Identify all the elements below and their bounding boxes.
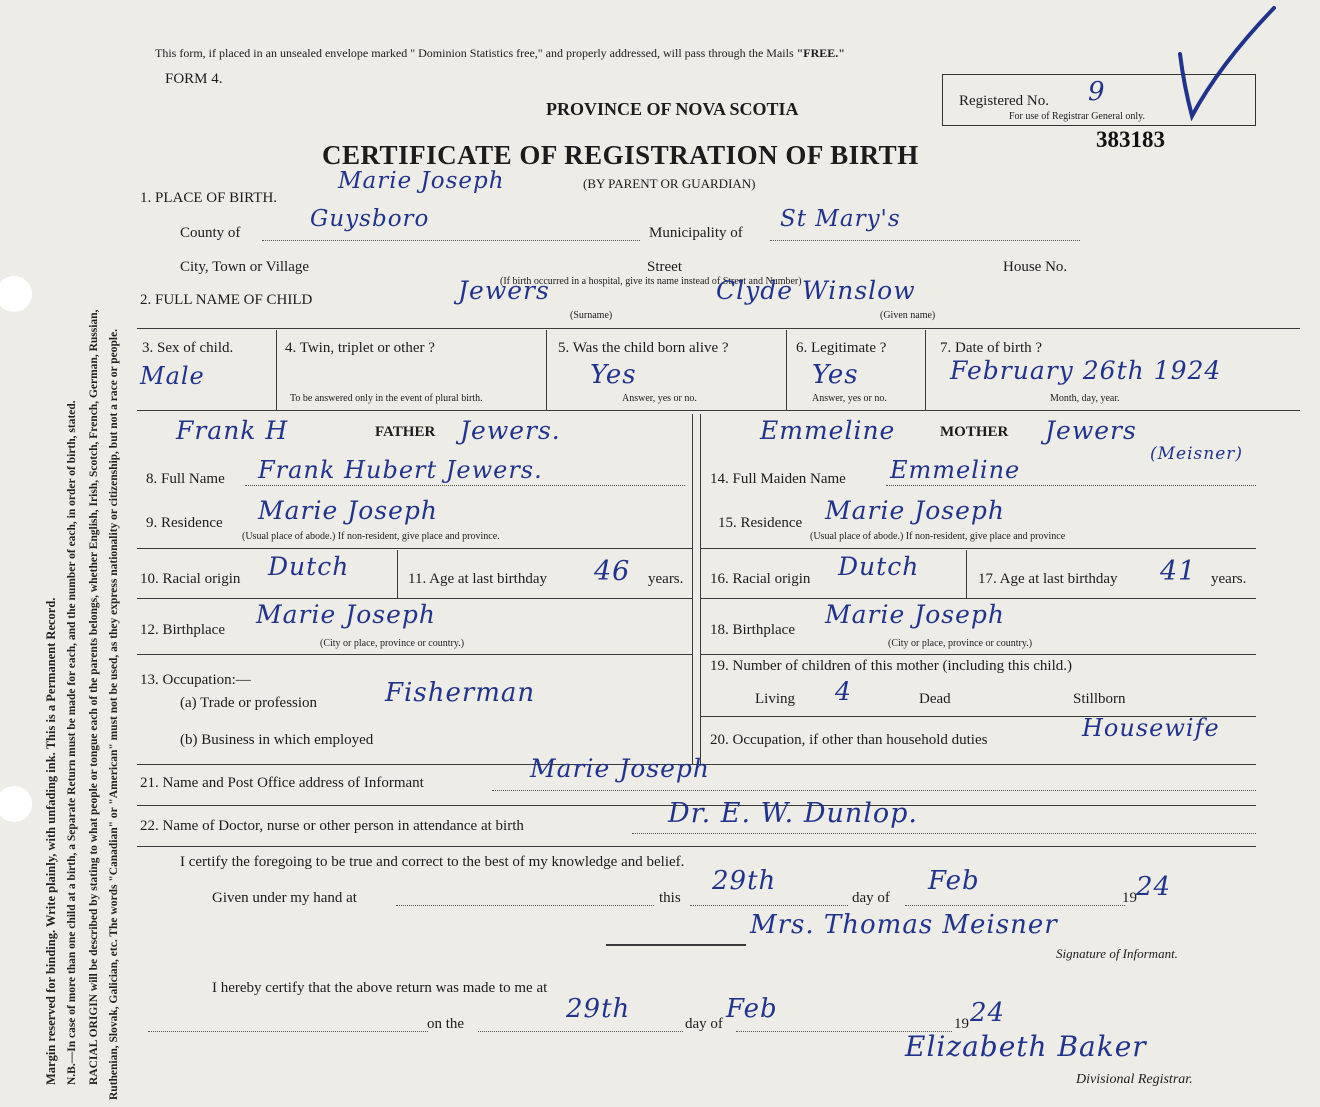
registrar-day-of-label: day of (685, 1016, 723, 1032)
dob-value: February 26th 1924 (950, 356, 1222, 385)
mother-age-value: 41 (1160, 556, 1197, 587)
county-value: Guysboro (310, 206, 430, 232)
born-alive-label: 5. Was the child born alive ? (558, 340, 729, 356)
legitimate-label: 6. Legitimate ? (796, 340, 887, 356)
born-alive-value: Yes (590, 360, 637, 390)
child-given-name: Clyde Winslow (716, 276, 916, 305)
registrar-day-value: 29th (566, 994, 631, 1024)
certify-year-value: 24 (1136, 872, 1172, 902)
informant-label: 21. Name and Post Office address of Informant (140, 775, 424, 791)
margin-racial-note: RACIAL ORIGIN will be described by stating to what people or tongue each of the parents belongs, whether English, Irish, Scotch, French, German, Russian, (88, 309, 100, 1085)
father-residence-label: 9. Residence (146, 515, 223, 531)
mail-notice: This form, if placed in an unsealed envelope marked " Dominion Statistics free," and properly addressed, will pass through the Mails "FREE." (155, 46, 845, 60)
registrar-on-the-label: on the (427, 1016, 465, 1032)
father-residence-note: (Usual place of abode.) If non-resident, give place and province. (242, 531, 500, 542)
father-heading-name: Frank H (176, 416, 289, 445)
sex-label: 3. Sex of child. (142, 340, 234, 356)
house-label: House No. (1003, 259, 1068, 275)
mother-racial-label: 16. Racial origin (710, 571, 811, 587)
given-name-note: (Given name) (880, 310, 936, 321)
living-label: Living (755, 691, 795, 707)
father-racial-label: 10. Racial origin (140, 571, 241, 587)
this-label: this (659, 890, 681, 906)
registrar-signature-label: Divisional Registrar. (1076, 1072, 1193, 1087)
mother-heading-surname: Jewers (1045, 416, 1137, 445)
mother-birthplace-note: (City or place, province or country.) (888, 638, 1033, 649)
mother-age-label: 17. Age at last birthday (978, 571, 1118, 587)
municipality-label: Municipality of (649, 225, 743, 241)
child-surname: Jewers (458, 276, 550, 305)
informant-signature: Mrs. Thomas Meisner (750, 910, 1058, 940)
mother-racial-value: Dutch (838, 552, 920, 581)
registrar-note: For use of Registrar General only. (1009, 111, 1145, 122)
certify-month-value: Feb (928, 866, 980, 896)
binding-hole (0, 276, 32, 312)
mother-years-label: years. (1211, 571, 1247, 587)
mother-name-label: 14. Full Maiden Name (710, 471, 846, 487)
registrar-year-prefix: 19 (954, 1016, 969, 1032)
registrar-month-value: Feb (726, 994, 778, 1024)
mother-occupation-label: 20. Occupation, if other than household duties (710, 732, 988, 748)
by-parent-note: (BY PARENT OR GUARDIAN) (583, 176, 756, 191)
father-name-value: Frank Hubert Jewers. (258, 456, 543, 484)
county-label: County of (180, 225, 241, 241)
province-heading: PROVINCE OF NOVA SCOTIA (546, 99, 799, 119)
twin-label: 4. Twin, triplet or other ? (285, 340, 435, 356)
father-name-label: 8. Full Name (146, 471, 225, 487)
legitimate-value: Yes (812, 360, 859, 390)
father-birthplace-note: (City or place, province or country.) (320, 638, 465, 649)
dob-label: 7. Date of birth ? (940, 340, 1043, 356)
margin-plural-note: N.B.—In case of more than one child at a birth, a Separate Return must be made for each, and the number of each, in order of birth, stated. (66, 400, 78, 1085)
dob-note: Month, day, year. (1050, 393, 1120, 404)
certify-year-prefix: 19 (1122, 890, 1137, 906)
mother-residence-label: 15. Residence (718, 515, 803, 531)
page-title: CERTIFICATE OF REGISTRATION OF BIRTH (322, 140, 919, 170)
mother-heading-name: Emmeline (760, 416, 896, 445)
informant-signature-label: Signature of Informant. (1056, 946, 1178, 961)
dead-label: Dead (919, 691, 951, 707)
informant-value: Marie Joseph (530, 754, 710, 783)
registered-number: 9 (1088, 77, 1106, 107)
mother-heading: MOTHER (940, 424, 1009, 440)
doctor-value: Dr. E. W. Dunlop. (668, 798, 919, 829)
trade-label: (a) Trade or profession (180, 695, 318, 711)
doctor-label: 22. Name of Doctor, nurse or other person in attendance at birth (140, 818, 524, 834)
certify-day-of-label: day of (852, 890, 890, 906)
stillborn-label: Stillborn (1073, 691, 1126, 707)
father-age-label: 11. Age at last birthday (408, 571, 547, 587)
mother-name-value: Emmeline (890, 456, 1021, 484)
father-birthplace-label: 12. Birthplace (140, 622, 225, 638)
father-birthplace-value: Marie Joseph (256, 600, 436, 629)
registrar-year-value: 24 (970, 998, 1006, 1028)
stamp-number: 383183 (1096, 127, 1165, 152)
place-of-birth-value: Marie Joseph (338, 168, 505, 194)
sex-value: Male (140, 362, 205, 390)
father-years-label: years. (648, 571, 684, 587)
living-value: 4 (835, 677, 852, 706)
certify-day-value: 29th (712, 866, 777, 896)
legitimate-note: Answer, yes or no. (812, 393, 887, 404)
mother-occupation-value: Housewife (1082, 714, 1220, 742)
binding-hole (0, 786, 32, 822)
father-age-value: 46 (594, 556, 631, 587)
mother-residence-note: (Usual place of abode.) If non-resident, give place and province (810, 531, 1066, 542)
surname-note: (Surname) (570, 310, 613, 321)
twin-note: To be answered only in the event of plural birth. (290, 393, 483, 404)
child-name-label: 2. FULL NAME OF CHILD (140, 292, 313, 308)
born-alive-note: Answer, yes or no. (622, 393, 697, 404)
father-residence-value: Marie Joseph (258, 496, 438, 525)
check-mark-icon (1170, 4, 1280, 124)
margin-racial-note-2: Ruthenian, Slovak, Galician, etc. The words "Canadian" or "American" must not be used, as they express nationality or citizenship, but not a race or people. (108, 328, 120, 1100)
registered-label: Registered No. (959, 93, 1049, 109)
city-label: City, Town or Village (180, 259, 310, 275)
children-count-label: 19. Number of children of this mother (including this child.) (710, 658, 1073, 674)
municipality-value: St Mary's (780, 206, 901, 232)
father-racial-value: Dutch (268, 552, 350, 581)
father-heading-surname: Jewers. (460, 416, 561, 445)
mother-maiden-correction: (Meisner) (1150, 444, 1244, 464)
mother-birthplace-value: Marie Joseph (825, 600, 1005, 629)
place-of-birth-label: 1. PLACE OF BIRTH. (140, 190, 278, 206)
registrar-statement: I hereby certify that the above return was made to me at (212, 980, 548, 996)
business-label: (b) Business in which employed (180, 732, 374, 748)
registrar-signature: Elizabeth Baker (905, 1030, 1147, 1063)
hospital-note: (If birth occurred in a hospital, give its name instead of Street and Number) (500, 276, 802, 287)
mother-birthplace-label: 18. Birthplace (710, 622, 795, 638)
mother-residence-value: Marie Joseph (825, 496, 1005, 525)
trade-value: Fisherman (385, 678, 536, 708)
form-number: FORM 4. (165, 71, 223, 87)
father-occupation-label: 13. Occupation:— (140, 672, 251, 688)
given-under-label: Given under my hand at (212, 890, 357, 906)
informant-certify-statement: I certify the foregoing to be true and correct to the best of my knowledge and belief. (180, 854, 685, 870)
street-label: Street (647, 259, 682, 275)
margin-binding-note: Margin reserved for binding. Write plainly, with unfading ink. This is a Permanent Record. (44, 597, 58, 1085)
father-heading: FATHER (375, 424, 436, 440)
